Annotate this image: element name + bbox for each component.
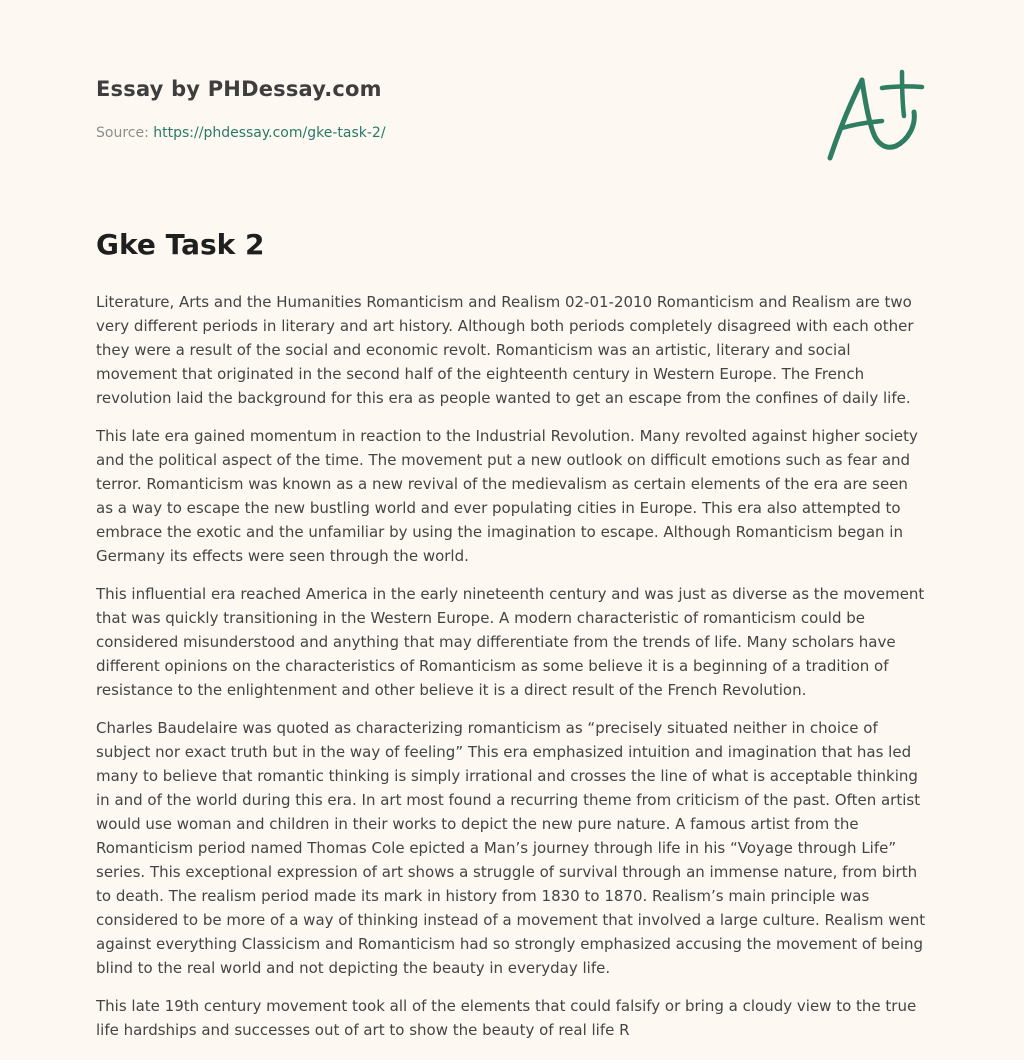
essay-paragraph: This influential era reached America in the early nineteenth century and was just as diverse as the movement that was quickly transitioning in the Western Europe. A modern characteristic of romanticism could be considered misunderstood and anything that may differentiate from the trends of life. Many scholars have different opinions on the characteristics of Romanticism as some believe it is a beginning of a tradition of resistance to the enlightenment and other believe it is a direct result of the French Revolution. xyxy=(96,585,925,699)
essay-paragraph: This late era gained momentum in reaction to the Industrial Revolution. Many revolted against higher society and the political aspect of the time. The movement put a new outlook on difficult emotions such as fear and terror. Romanticism was known as a new revival of the medievalism as certain elements of the era are seen as a way to escape the new bustling world and ever populating cities in Europe. This era also attempted to embrace the exotic and the unfamiliar by using the imagination to escape. Although Romanticism began in Germany its effects were seen through the world. xyxy=(96,427,918,565)
page-header xyxy=(96,74,936,174)
essay-paragraph: Charles Baudelaire was quoted as characterizing romanticism as “precisely situated neither in choice of subject nor exact truth but in the way of feeling” This era emphasized intuition and imagination that has led many to believe that romantic thinking is simply irrational and crosses the line of what is acceptable thinking in and of the world during this era. In art most found a recurring theme from criticism of the past. Often artist would use woman and children in their works to depict the new pure nature. A famous artist from the Romanticism period named Thomas Cole epicted a Man’s journey through life in his “Voyage through Life” series. This exceptional expression of art shows a struggle of survival through an immense nature, from birth to death. The realism period made its mark in history from 1830 to 1870. Realism’s main principle was considered to be more of a way of thinking instead of a movement that involved a large culture. Realism went against everything Classicism and Romanticism had so strongly emphasized accusing the movement of being blind to the real world and not depicting the beauty in everyday life. xyxy=(96,719,926,977)
source-line xyxy=(96,123,386,143)
source-link[interactable]: https://phdessay.com/gke-task-2/ xyxy=(153,125,386,141)
essay-content xyxy=(96,224,928,1056)
site-title: Essay by PHDessay.com xyxy=(96,77,382,101)
essay-paragraph: This late 19th century movement took all of the elements that could falsify or bring a cloudy view to the true life hardships and successes out of art to show the beauty of real life R xyxy=(96,997,917,1039)
essay-paragraph: Literature, Arts and the Humanities Romanticism and Realism 02-01-2010 Romanticism and Realism are two very different periods in literary and art history. Although both periods completely disagreed with each other they were a result of the social and economic revolt. Romanticism was an artistic, literary and social movement that originated in the second half of the eighteenth century in Western Europe. The French revolution laid the background for this era as people wanted to get an escape from the confines of daily life. xyxy=(96,293,914,407)
essay-title: Gke Task 2 xyxy=(96,228,265,261)
a-plus-logo-icon xyxy=(816,66,930,166)
source-label: Source: xyxy=(96,125,154,141)
